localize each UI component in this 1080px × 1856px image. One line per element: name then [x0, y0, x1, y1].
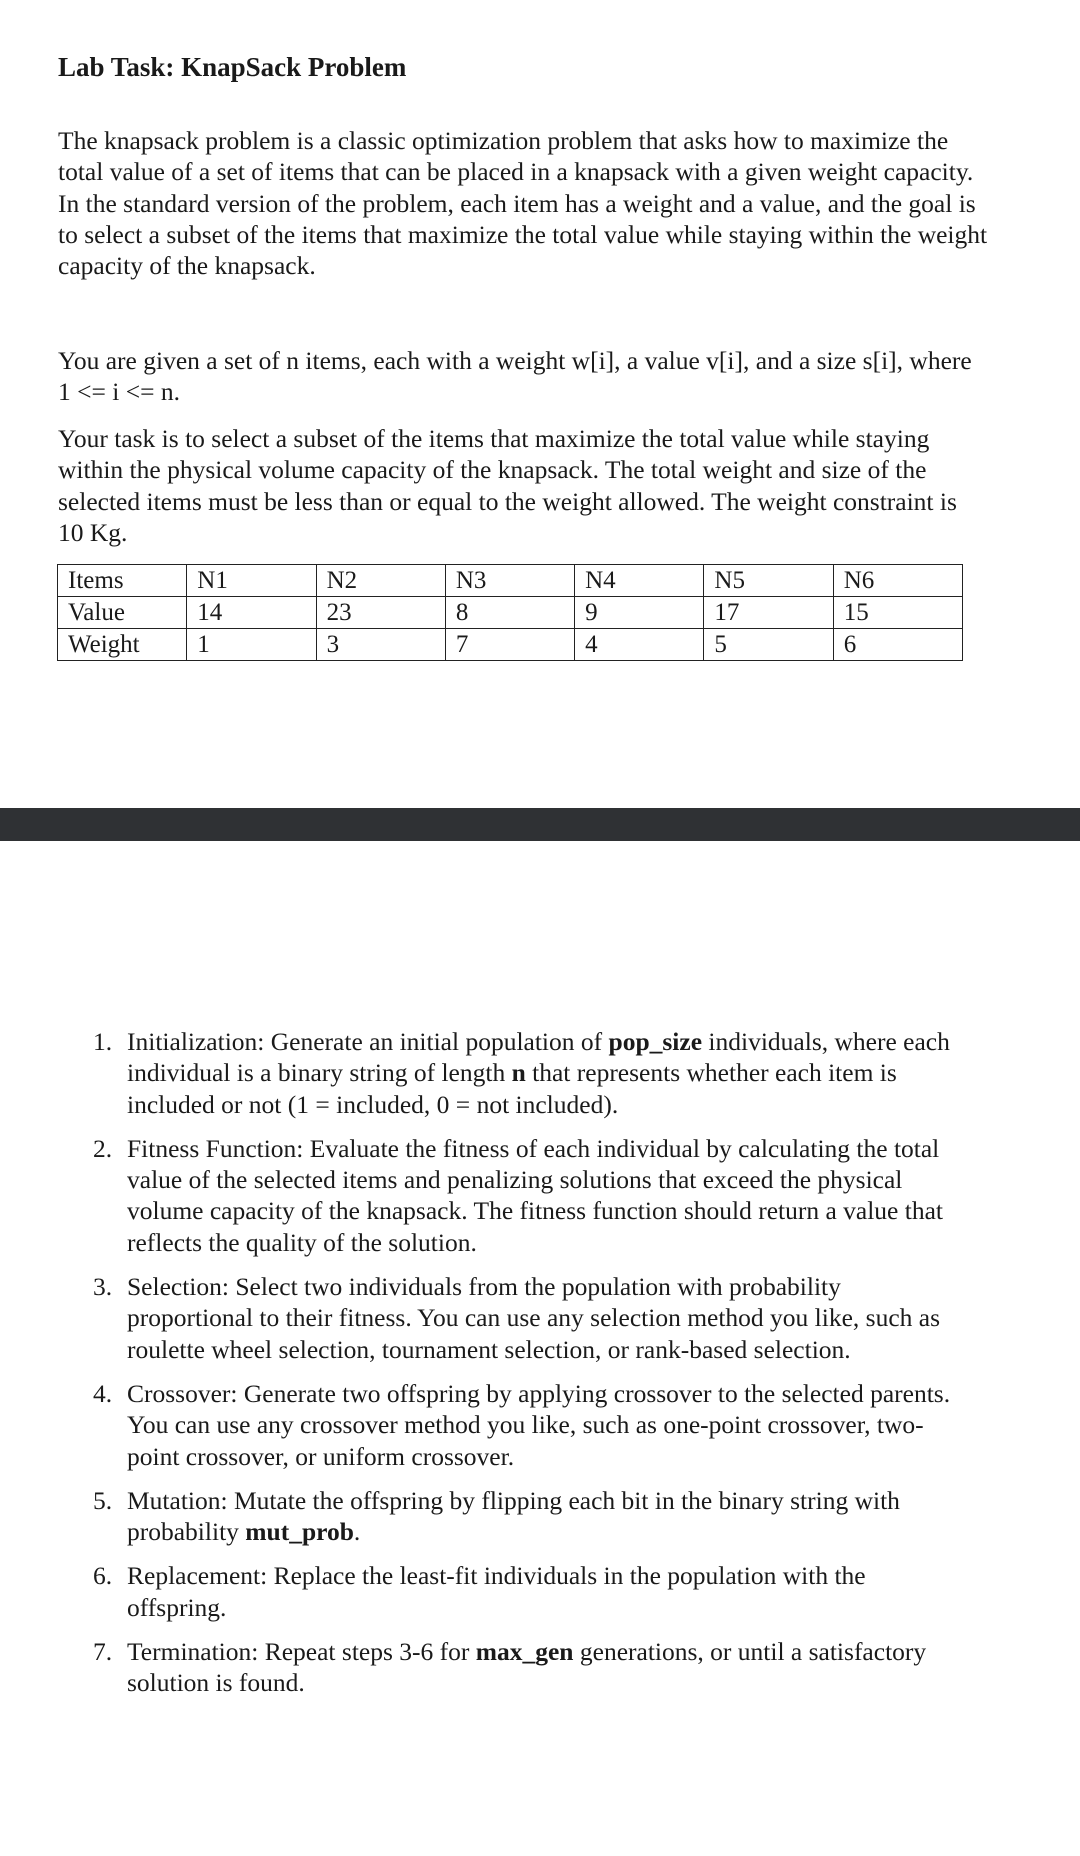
step-keyword: mut_prob — [245, 1517, 354, 1547]
table-cell: 1 — [187, 629, 316, 661]
step-number: 2. — [93, 1133, 113, 1163]
step-keyword: max_gen — [475, 1637, 574, 1667]
step-keyword: pop_size — [608, 1027, 703, 1056]
given-paragraph: You are given a set of n items, each with a weight w[i], a value v[i], and a size s[i], where 1 <= i <= n. — [58, 346, 972, 407]
intro-paragraph: The knapsack problem is a classic optimization problem that asks how to maximize the total value of a set of items that can be placed in a knapsack with a given weight capacity. In the standard version of the problem, each item has a weight and a value, and the goal is to select a subset of the items that maximize the total value while staying within the weight capacity of the knapsack. — [58, 126, 988, 281]
step-text: Replacement: Replace the least-fit individuals in the population with the offspring. — [127, 1561, 866, 1622]
step-text: Mutation: Mutate the offspring by flipping each bit in the binary string with probability — [127, 1485, 900, 1547]
step-number: 4. — [93, 1378, 113, 1408]
list-item — [0, 1378, 967, 1472]
step-text: . — [353, 1517, 361, 1547]
document-page-1 — [0, 0, 1080, 808]
list-item — [0, 1485, 967, 1548]
table-cell: 5 — [704, 629, 833, 661]
page-divider-band — [0, 808, 1080, 841]
step-text: Crossover: Generate two offspring by applying crossover to the selected parents. You can use any crossover method you like, such as one-point crossover, two-point crossover, or uniform crossover. — [127, 1378, 951, 1471]
step-text: Selection: Select two individuals from the population with probability proportional to their fitness. You can use any selection method you like, such as roulette wheel selection, tournament selection, or rank-based selection. — [127, 1272, 941, 1364]
table-cell: Value — [58, 597, 187, 629]
step-text: that represents whether each item is included or not (1 = included, 0 = not included). — [127, 1058, 897, 1119]
list-item — [0, 1560, 967, 1623]
table-cell: 7 — [445, 629, 574, 661]
step-number: 3. — [93, 1272, 113, 1302]
page-title: Lab Task: KnapSack Problem — [58, 52, 407, 82]
step-keyword: n — [511, 1058, 526, 1088]
table-cell: 23 — [316, 597, 445, 629]
table-cell: 8 — [445, 597, 574, 629]
table-cell: 15 — [833, 597, 962, 629]
step-text: Fitness Function: Evaluate the fitness of each individual by calculating the total value of the selected items and penalizing solutions that exceed the physical volume capacity of the knapsack. The fitness function should return a value that reflects the quality of the solution. — [127, 1133, 943, 1257]
step-text: generations, or until a satisfactory solution is found. — [127, 1637, 927, 1698]
step-text: Termination: Repeat steps 3-6 for — [127, 1637, 476, 1667]
table-cell: N3 — [445, 565, 574, 597]
table-cell: N4 — [575, 565, 704, 597]
table-cell: Items — [58, 565, 187, 597]
task-paragraph: Your task is to select a subset of the items that maximize the total value while staying within the physical volume capacity of the knapsack. The total weight and size of the selected items must be less than or equal to the weight allowed. The weight constraint is 10 Kg. — [58, 424, 957, 547]
table-cell: Weight — [58, 629, 187, 661]
table-cell: 9 — [575, 597, 704, 629]
table-cell: 6 — [833, 629, 962, 661]
table-cell: N6 — [833, 565, 962, 597]
table-row — [58, 565, 963, 597]
step-text: individuals, where each individual is a binary string of length — [127, 1027, 950, 1088]
list-item — [0, 1133, 967, 1258]
step-number: 7. — [93, 1637, 113, 1667]
table-cell: 17 — [704, 597, 833, 629]
step-text: Initialization: Generate an initial population of — [127, 1027, 609, 1056]
list-item — [0, 1026, 967, 1120]
step-number: 6. — [93, 1561, 113, 1591]
table-cell: 4 — [575, 629, 704, 661]
table-row — [58, 597, 963, 629]
step-number: 1. — [93, 1027, 113, 1056]
table-cell: 3 — [316, 629, 445, 661]
table-cell: N5 — [704, 565, 833, 597]
table-cell: N2 — [316, 565, 445, 597]
step-number: 5. — [93, 1485, 113, 1515]
list-item — [0, 1636, 967, 1699]
table-cell: 14 — [187, 597, 316, 629]
document-page-2 — [0, 841, 1080, 1856]
list-item — [0, 1271, 967, 1365]
table-row — [58, 629, 963, 661]
items-table — [57, 564, 963, 661]
table-cell: N1 — [187, 565, 316, 597]
steps-list — [0, 1026, 1080, 1712]
